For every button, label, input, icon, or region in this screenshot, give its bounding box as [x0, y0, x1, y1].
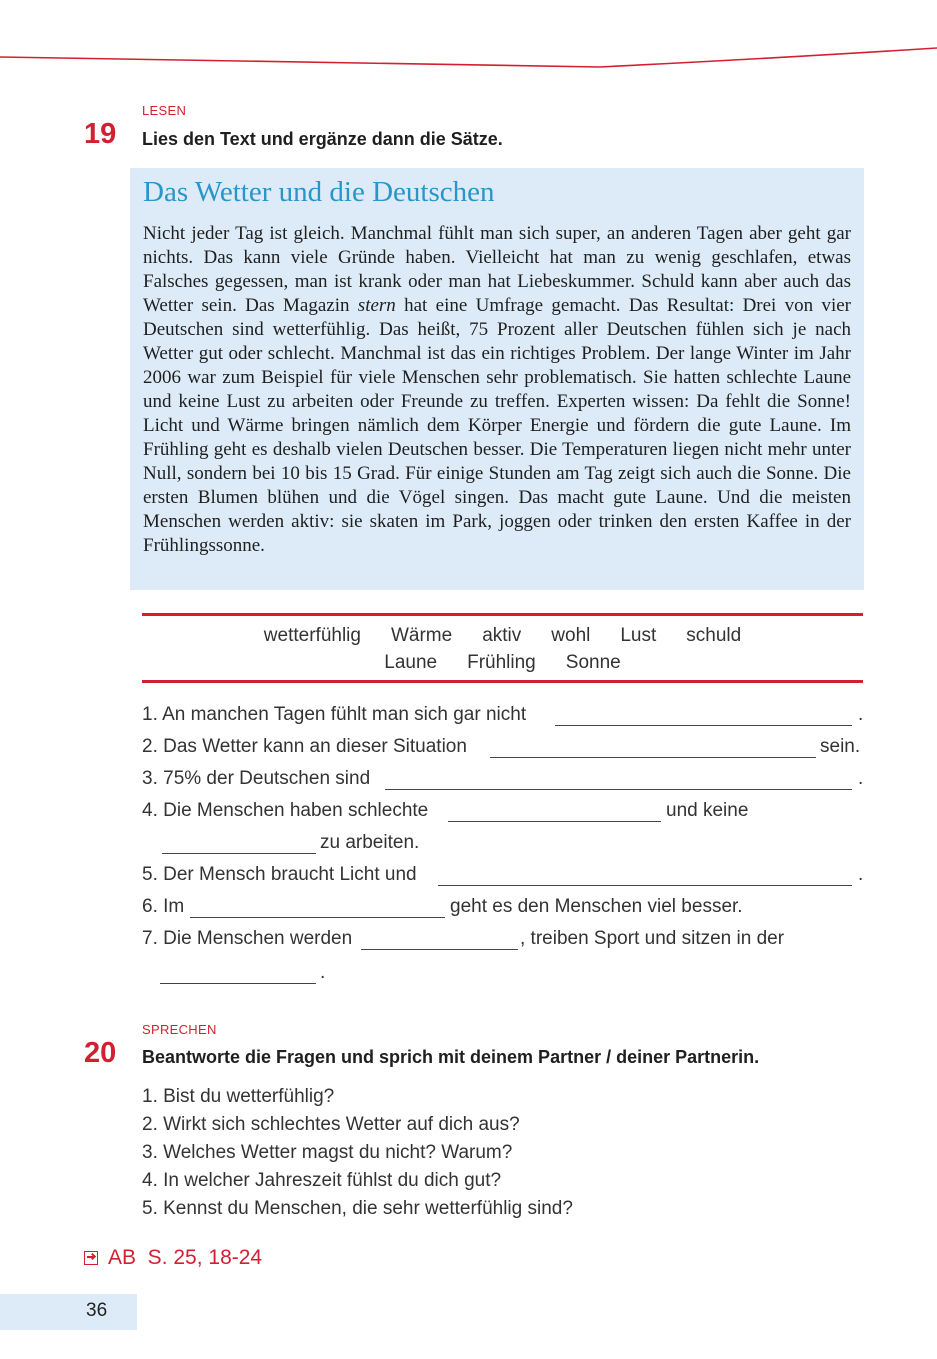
sentence-4-continuation: [142, 832, 867, 858]
top-decorative-rule: [0, 0, 937, 80]
sentence-5-end: .: [858, 864, 864, 885]
exercise-19-number: 19: [84, 118, 117, 150]
sentence-1: [142, 704, 867, 730]
sentence-3: [142, 768, 867, 794]
reading-text-body: [143, 222, 851, 558]
sentence-6-blank[interactable]: [190, 917, 445, 918]
sentence-6-end: geht es den Menschen viel besser.: [450, 896, 743, 917]
reading-text-box: [130, 168, 864, 590]
word-bank: [142, 613, 863, 683]
sentence-2: [142, 736, 867, 762]
sentence-4-text: 4. Die Menschen haben schlechte: [142, 800, 429, 821]
question-item: 1. Bist du wetterfühlig?: [142, 1086, 335, 1107]
exercise-20-instruction: Beantworte die Fragen und sprich mit deinem Partner / deiner Partnerin.: [142, 1047, 760, 1067]
question-item: 3. Welches Wetter magst du nicht? Warum?: [142, 1142, 513, 1163]
sentence-5: [142, 864, 867, 890]
sentence-7-mid: , treiben Sport und sitzen in der: [520, 928, 785, 949]
page-number-box: [0, 1294, 137, 1330]
sentence-4-mid: und keine: [666, 800, 749, 821]
word-bank-item: Laune: [384, 652, 438, 673]
word-bank-item: wetterfühlig: [263, 625, 361, 646]
sentence-2-blank[interactable]: [490, 757, 816, 758]
question-item: 5. Kennst du Menschen, die sehr wetterfühlig sind?: [142, 1198, 573, 1219]
reading-text-title: Das Wetter und die Deutschen: [143, 176, 495, 208]
question-item: 4. In welcher Jahreszeit fühlst du dich gut?: [142, 1170, 502, 1191]
sentence-7-blank-2[interactable]: [160, 983, 316, 984]
sentence-2-text: 2. Das Wetter kann an dieser Situation: [142, 736, 467, 757]
sentence-3-text: 3. 75% der Deutschen sind: [142, 768, 371, 789]
sentence-2-end: sein.: [820, 736, 861, 757]
sentence-7: [142, 928, 867, 954]
word-bank-row-2: [142, 652, 863, 674]
exercise-20-skill-label: SPRECHEN: [142, 1022, 217, 1037]
workbook-reference-text: AB S. 25, 18-24: [108, 1246, 263, 1269]
sentence-1-blank[interactable]: [555, 725, 852, 726]
sentence-5-text: 5. Der Mensch braucht Licht und: [142, 864, 417, 885]
word-bank-item: schuld: [686, 625, 742, 646]
word-bank-item: Frühling: [467, 652, 536, 673]
sentence-4-blank-1[interactable]: [448, 821, 661, 822]
word-bank-item: aktiv: [482, 625, 522, 646]
sentence-1-text: 1. An manchen Tagen fühlt man sich gar nicht: [142, 704, 527, 725]
page-number: 36: [86, 1300, 108, 1321]
sentence-1-end: .: [858, 704, 864, 725]
word-bank-item: Sonne: [565, 652, 621, 673]
exercise-19-instruction: Lies den Text und ergänze dann die Sätze.: [142, 129, 503, 149]
exercise-19-skill-label: LESEN: [142, 103, 187, 118]
sentence-6: [142, 896, 867, 922]
exercise-20-number: 20: [84, 1037, 117, 1069]
sentence-7-end: .: [320, 962, 326, 983]
reading-text-part1: Nicht jeder Tag ist gleich. Manchmal fühlt man sich super, an anderen Tagen aber geht gar nichts. Das kann viele Gründe haben. Vielleicht hat man zu wenig geschlafen, etwas Falsches gegessen, man ist krank oder man hat Liebeskummer. Schuld kann aber auch das Wetter sein. Das Magazin: [143, 223, 851, 316]
reading-text-part2: hat eine Umfrage gemacht. Das Resultat: Drei von vier Deutschen sind wetterfühlig. Das heißt, 75 Prozent aller Deutschen fühlen sich je nach Wetter gut oder schlecht. Manchmal ist das ein richtiges Problem. Der lange Winter im Jahr 2006 war zum Beispiel für viele Menschen sehr problematisch. Sie hatten schlechte Laune und keine Lust zu arbeiten oder Freunde zu treffen. Experten wissen: Da fehlt die Sonne! Licht und Wärme bringen nämlich dem Körper Energie und fördern die gute Laune. Im Frühling geht es deshalb vielen Deutschen besser. Die Temperaturen liegen nicht mehr unter Null, sondern bei 10 bis 15 Grad. Für einige Stunden am Tag zeigt sich auch die Sonne. Die ersten Blumen blühen und die Vögel singen. Das macht gute Laune. Und die meisten Menschen werden aktiv: sie skaten im Park, joggen oder trinken den ersten Kaffee in der Frühlingssonne.: [143, 295, 851, 556]
sentence-7-continuation: [142, 962, 867, 988]
word-bank-row-1: [142, 625, 863, 647]
sentence-7-text: 7. Die Menschen werden: [142, 928, 353, 949]
sentence-3-blank[interactable]: [385, 789, 852, 790]
sentence-5-blank[interactable]: [438, 885, 852, 886]
sentence-4-cont: zu arbeiten.: [320, 832, 420, 853]
sentence-4: [142, 800, 867, 826]
workbook-reference[interactable]: [84, 1246, 262, 1270]
word-bank-item: Wärme: [390, 625, 453, 646]
word-bank-item: Lust: [620, 625, 657, 646]
discussion-questions: [142, 1085, 573, 1225]
arrow-into-box-icon: [84, 1251, 98, 1265]
word-bank-item: wohl: [551, 625, 591, 646]
question-item: 2. Wirkt sich schlechtes Wetter auf dich aus?: [142, 1114, 520, 1135]
sentence-4-blank-2[interactable]: [162, 853, 316, 854]
sentence-3-end: .: [858, 768, 864, 789]
sentence-6-text: 6. Im: [142, 896, 185, 917]
sentence-7-blank-1[interactable]: [361, 949, 518, 950]
magazine-name: stern: [357, 295, 396, 316]
